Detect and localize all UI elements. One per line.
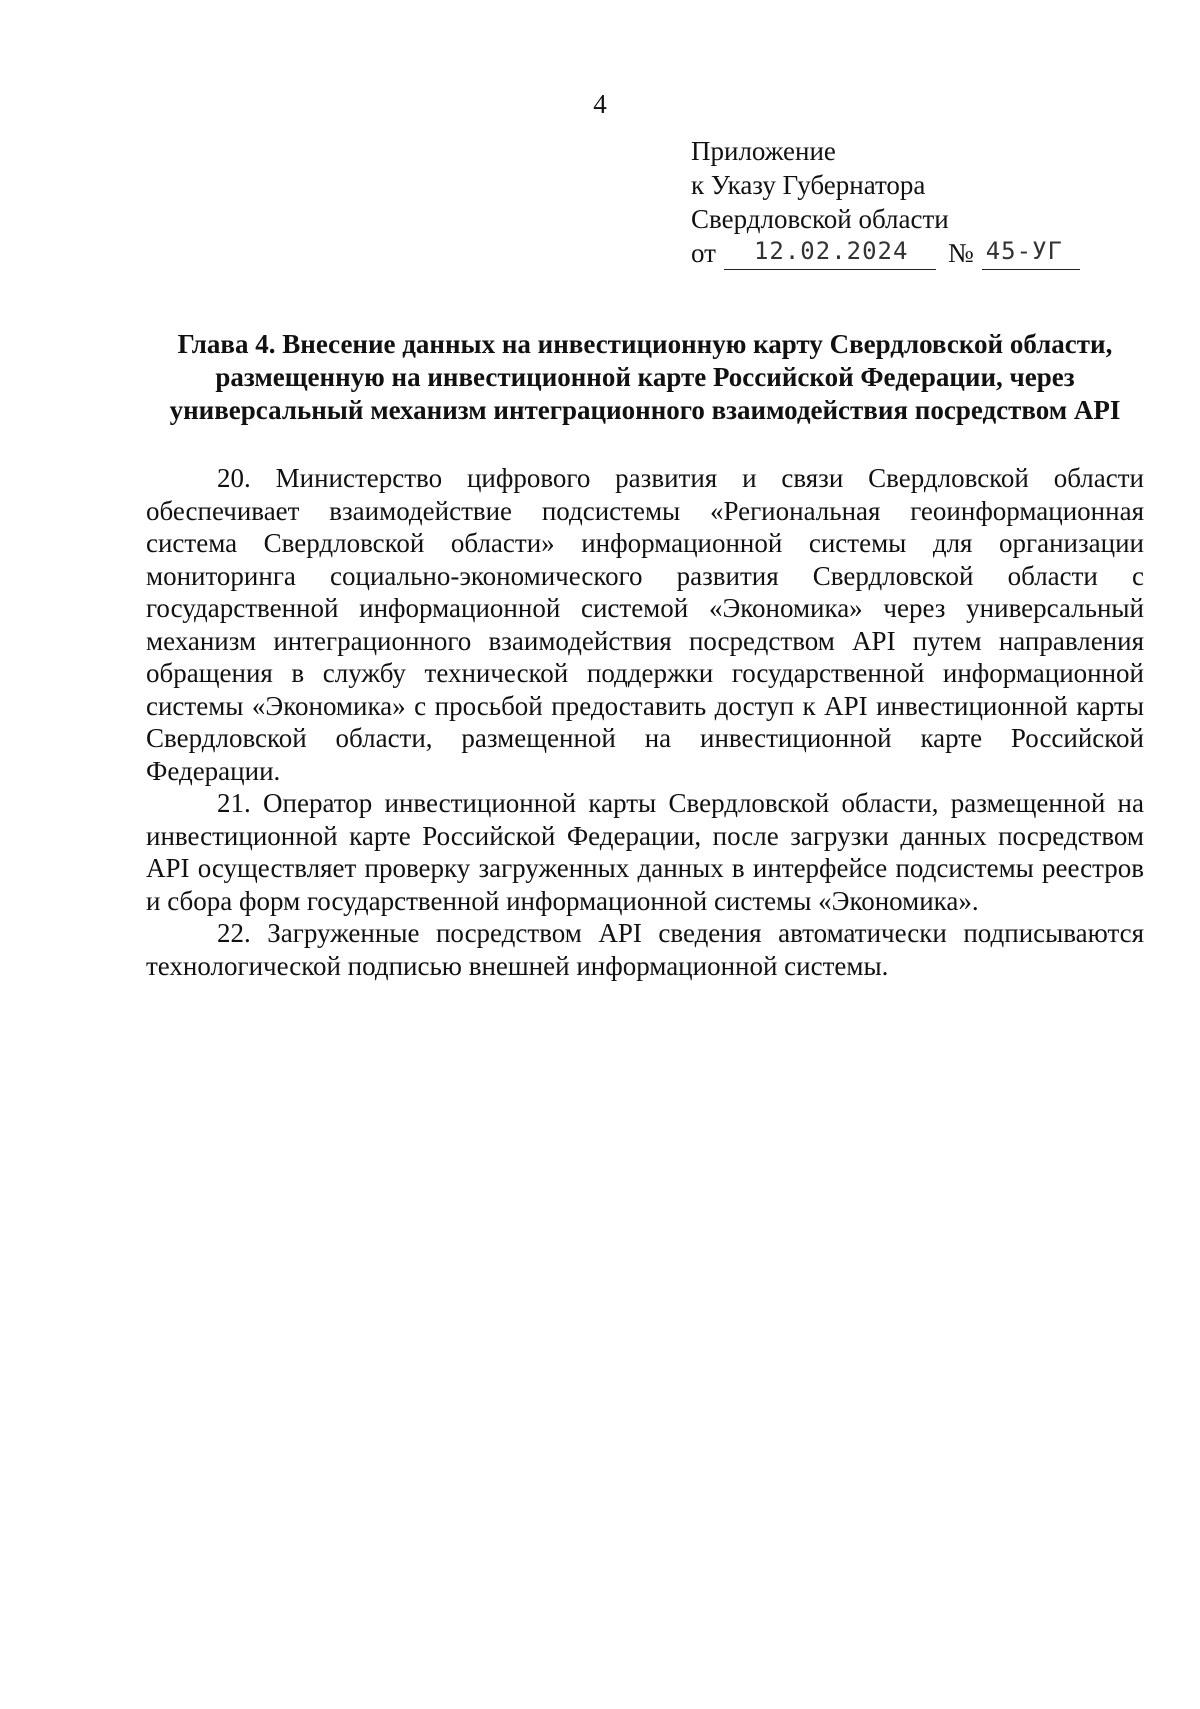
appendix-title: Приложение bbox=[691, 136, 836, 166]
decree-date-number-row bbox=[691, 236, 1091, 270]
number-blank bbox=[982, 239, 1080, 270]
appendix-region-line: Свердловской области bbox=[691, 204, 949, 234]
paragraph-22: 22. Загруженные посредством API сведения автоматически подписываются технологической подписью внешней информационной системы. bbox=[146, 918, 1144, 981]
number-label: № bbox=[947, 238, 974, 268]
decree-number: 45-УГ bbox=[985, 237, 1063, 265]
date-blank bbox=[724, 239, 936, 270]
decree-date: 12.02.2024 bbox=[753, 237, 909, 265]
heading-line-3: универсальный механизм интеграционного взаимодействия посредством API bbox=[169, 395, 1121, 425]
appendix-block bbox=[691, 134, 1091, 270]
paragraph-21: 21. Оператор инвестиционной карты Свердловской области, размещенной на инвестиционной карте Российской Федерации, после загрузки данных посредством API осуществляет проверку загруженных данных в интерфейсе подсистемы реестров и сбора форм государственной информационной системы «Экономика». bbox=[146, 788, 1144, 916]
appendix-decree-line: к Указу Губернатора bbox=[691, 170, 926, 200]
heading-line-2: размещенную на инвестиционной карте Российской Федерации, через bbox=[215, 362, 1075, 392]
paragraph-20: 20. Министерство цифрового развития и связи Свердловской области обеспечивает взаимодействие подсистемы «Региональная геоинформационная система Свердловской области» информационной системы для организации мониторинга социально-экономического развития Свердловской области с государственной информационной системой «Экономика» через универсальный механизм интеграционного взаимодействия посредством API путем направления обращения в службу технической поддержки государственной информационной системы «Экономика» с просьбой предоставить доступ к API инвестиционной карты Свердловской области, размещенной на инвестиционной карте Российской Федерации. bbox=[146, 463, 1144, 786]
from-label: от bbox=[691, 238, 716, 268]
body-text bbox=[146, 462, 1144, 982]
page-number: 4 bbox=[593, 89, 607, 119]
chapter-heading bbox=[146, 328, 1144, 427]
heading-line-1: Глава 4. Внесение данных на инвестиционную карту Свердловской области, bbox=[177, 329, 1113, 359]
